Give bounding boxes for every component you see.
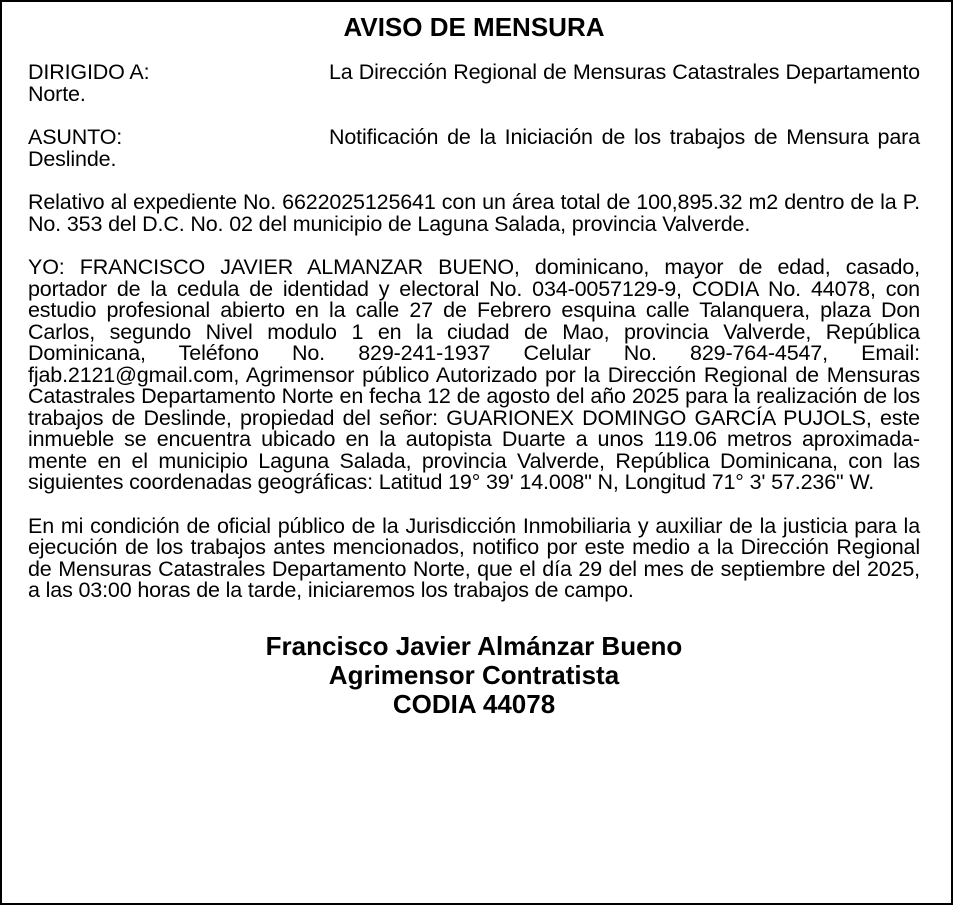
- notification-paragraph: En mi condición de oficial público de la Jurisdicción Inmobiliaria y auxiliar de la justicia para la ejecución de los trabajos antes mencionados, notifico por este medio a la Dirección Regional de Mensuras Catastrales Departamento Norte, que el día 29 del mes de septiembre del 2025, a las 03:00 horas de la tarde, iniciaremos los trabajos de campo.: [28, 513, 920, 602]
- expediente-paragraph: Relativo al expediente No. 6622025125641 con un área total de 100,895.32 m2 dentro de la P. No. 353 del D.C. No. 02 del municipio de Laguna Salada, provincia Valverde.: [28, 190, 920, 236]
- signature-name: Francisco Javier Almánzar Bueno: [265, 630, 683, 661]
- asunto-text: Notificación de la Iniciación de los trabajos de Mensura para Deslinde.: [28, 125, 920, 171]
- asunto-label: ASUNTO:: [28, 125, 123, 149]
- signature-block: [28, 632, 920, 719]
- signature-codia: CODIA 44078: [392, 688, 556, 719]
- asunto-paragraph: [28, 127, 920, 170]
- dirigido-label: DIRIGIDO A:: [28, 60, 150, 84]
- signature-role: Agrimensor Contratista: [328, 659, 620, 690]
- dirigido-paragraph: [28, 62, 920, 105]
- dirigido-text: La Dirección Regional de Mensuras Catastrales Departamento Norte.: [28, 60, 920, 106]
- notice-title: AVISO DE MENSURA: [343, 12, 605, 42]
- declaration-paragraph: YO: FRANCISCO JAVIER ALMANZAR BUENO, dominicano, mayor de edad, casado, portador de la cedula de identidad y electoral No. 034-0057129-9, CODIA No. 44078, con estudio profesional abierto en la calle 27 de Febrero esquina calle Talanquera, plaza Don Carlos, segundo Nivel modulo 1 en la ciudad de Mao, provincia Valverde, República Dominicana, Teléfono No. 829-241-1937 Celular No. 829-764-4547, Email: fjab.2121@gmail.com, Agrimensor público Autorizado por la Dirección Regional de Mensuras Catastrales Departamento Norte en fecha 12 de agosto del año 2025 para la realización de los trabajos de Deslinde, propiedad del señor: GUARIONEX DOMINGO GARCÍA PUJOLS, este inmueble se encuentra ubicado en la autopista Duarte a unos 119.06 metros aproximadamente en el municipio Laguna Salada, provincia Valverde, República Dominicana, con las siguientes coordenadas geográficas: Latitud 19° 39' 14.008" N, Longitud 71° 3' 57.236" W.: [28, 255, 920, 494]
